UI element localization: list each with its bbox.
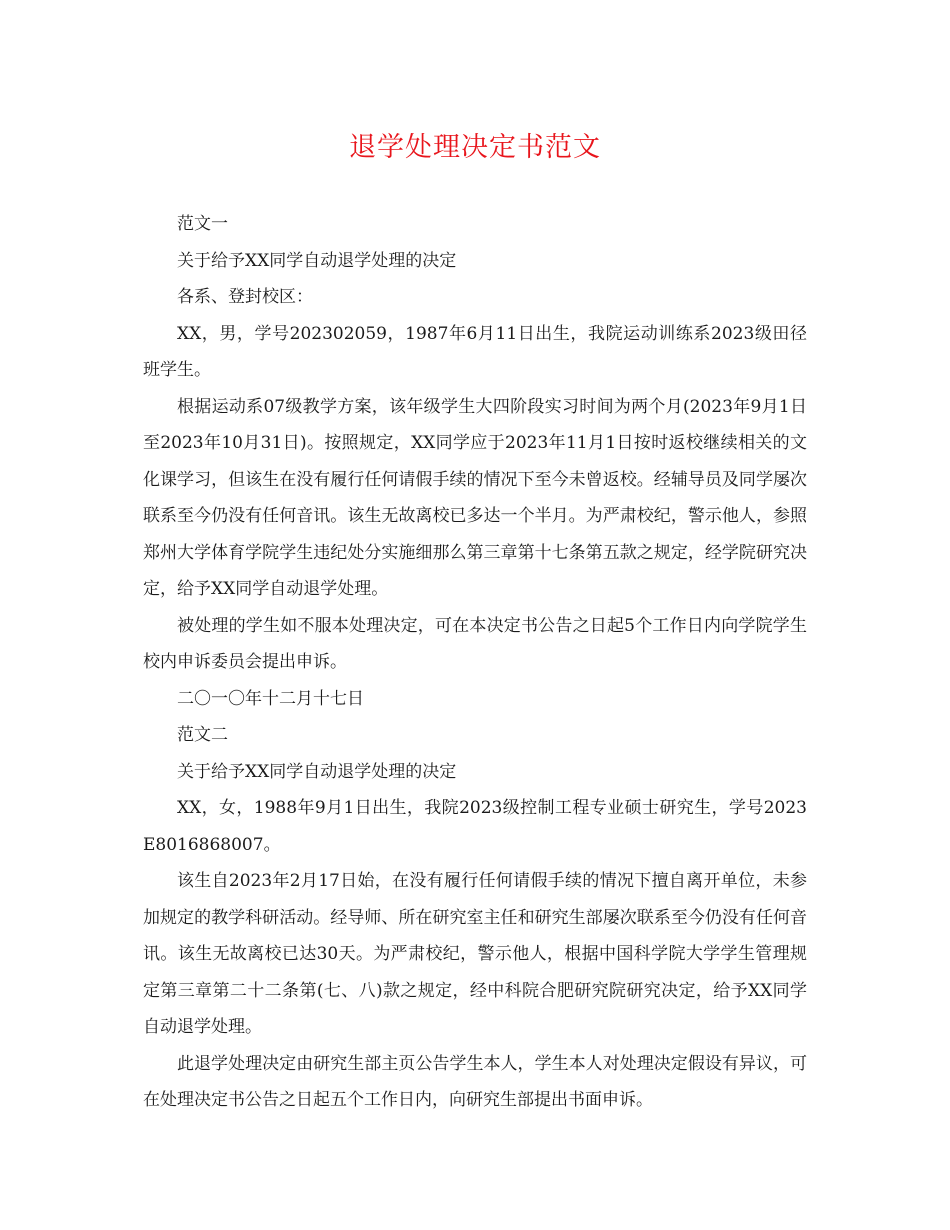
document-title: 退学处理决定书范文 [349,132,601,163]
section-heading-1: 范文一 [177,214,228,234]
addressee: 各系、登封校区： [177,287,313,307]
decision-title-1: 关于给予XX同学自动退学处理的决定 [177,250,457,271]
decision-date: 二〇一〇年十二月十七日 [177,688,364,709]
decision-title-2: 关于给予XX同学自动退学处理的决定 [177,761,457,782]
decision-reason-2: 该生自2023年2月17日始，在没有履行任何请假手续的情况下擅自离开单位，未参加规定的教学科研活动。经导师、所在研究室主任和研究生部屡次联系至今仍没有任何音讯。该生无故离校已达30天。为严肃校纪，警示他人，根据中国科学院大学学生管理规定第三章第二十二条第(七、八)款之规定，经中科院合肥研究院研究决定，给予XX同学自动退学处理。 [143,871,807,1037]
student-info-1: XX，男，学号202302059，1987年6月11日出生，我院运动训练系2023级田径班学生。 [143,323,807,380]
section-heading-2: 范文二 [177,725,228,745]
appeal-notice-1: 被处理的学生如不服本处理决定，可在本决定书公告之日起5个工作日内向学院学生校内申诉委员会提出申诉。 [143,615,807,672]
appeal-notice-2: 此退学处理决定由研究生部主页公告学生本人，学生本人对处理决定假设有异议，可在处理决定书公告之日起五个工作日内，向研究生部提出书面申诉。 [143,1053,807,1110]
student-info-2: XX，女，1988年9月1日出生，我院2023级控制工程专业硕士研究生，学号2023E8016868007。 [143,798,807,855]
document-body [143,206,807,1119]
decision-reason-1: 根据运动系07级教学方案，该年级学生大四阶段实习时间为两个月(2023年9月1日至2023年10月31日)。按照规定，XX同学应于2023年11月1日按时返校继续相关的文化课学习，但该生在没有履行任何请假手续的情况下至今未曾返校。经辅导员及同学屡次联系至今仍没有任何音讯。该生无故离校已多达一个半月。为严肃校纪，警示他人，参照郑州大学体育学院学生违纪处分实施细那么第三章第十七条第五款之规定，经学院研究决定，给予XX同学自动退学处理。 [143,396,807,599]
